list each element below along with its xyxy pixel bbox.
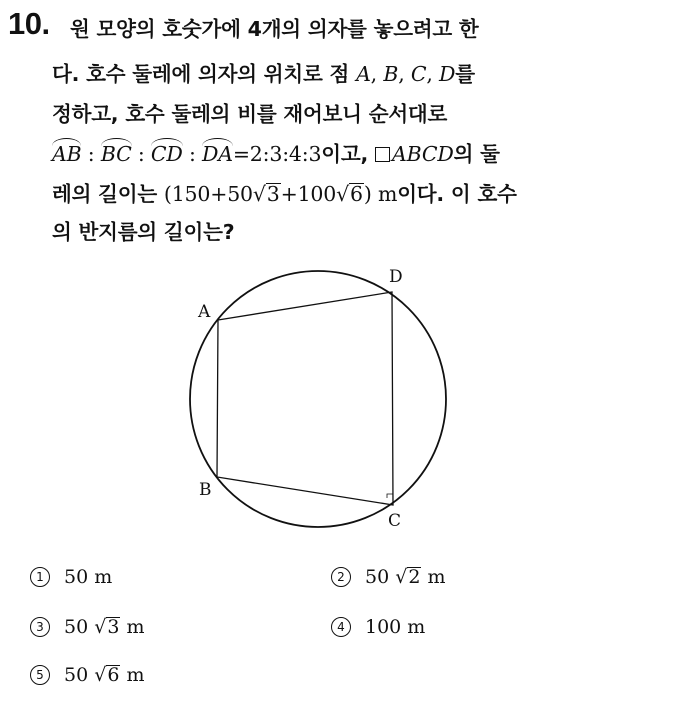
quadrilateral-abcd: [217, 292, 393, 505]
point-c: C: [410, 62, 427, 86]
label-a: A: [198, 302, 211, 322]
angle-mark: [387, 494, 393, 498]
label-c: C: [388, 511, 402, 531]
question-text: 정하고, 호수 둘레의 비를 재어보니 순서대로: [52, 102, 448, 126]
option-2[interactable]: [331, 566, 446, 588]
question-text: 이고,: [321, 142, 376, 166]
arc-da: DA: [201, 142, 233, 166]
option-marker: 2: [331, 567, 351, 587]
perimeter-part: +100: [280, 182, 337, 206]
arc-bc: BC: [100, 142, 132, 166]
option-unit: m: [126, 664, 145, 686]
option-sqrt: √3: [94, 616, 120, 638]
question-text: 를: [455, 62, 475, 86]
question-text: 원 모양의 호숫가에 4개의 의자를 놓으려고 한: [70, 17, 479, 41]
sqrt-6: √6: [336, 182, 363, 206]
option-value: 100 m: [365, 616, 426, 638]
question-text: 레의 길이는: [52, 182, 164, 206]
option-sqrt: √6: [94, 664, 120, 686]
question-line-5: [52, 177, 652, 207]
option-5[interactable]: [30, 664, 145, 686]
option-3[interactable]: [30, 616, 145, 638]
point-d: D: [438, 62, 456, 86]
perimeter-unit: ) m: [363, 182, 398, 206]
arc-ratio: =2:3:4:3: [232, 142, 322, 166]
option-marker: 1: [30, 567, 50, 587]
option-sqrt: √2: [395, 566, 421, 588]
option-value: 50: [365, 566, 390, 588]
question-text: 의 반지름의 길이는?: [52, 220, 235, 244]
label-d: D: [389, 267, 403, 287]
question-text: 다. 호수 둘레에 의자의 위치로 점: [52, 62, 357, 86]
option-unit: m: [126, 616, 145, 638]
question-line-1: [70, 12, 670, 42]
arc-ab: AB: [52, 142, 82, 166]
option-value: 50 m: [64, 566, 113, 588]
circle-quadrilateral-figure: [186, 262, 456, 532]
lake-circle: [190, 271, 446, 527]
question-text: 이다. 이 호수: [397, 182, 517, 206]
label-b: B: [199, 480, 212, 500]
option-marker: 4: [331, 617, 351, 637]
point-a: A: [356, 62, 371, 86]
option-1[interactable]: [30, 566, 112, 588]
question-line-2: 다. 호수 둘레에 의자의 위치로 점 A, B, C, D를: [52, 62, 475, 86]
arc-cd: CD: [150, 142, 183, 166]
question-text: 의 둘: [453, 142, 500, 166]
question-line-4: AB : BC : CD : DA=2:3:4:3이고, ABCD의 둘: [52, 142, 500, 166]
option-marker: 5: [30, 665, 50, 685]
option-4[interactable]: [331, 616, 425, 638]
question-number: 10.: [8, 6, 50, 41]
point-b: B: [383, 62, 399, 86]
option-value: 50: [64, 664, 89, 686]
option-unit: m: [427, 566, 446, 588]
perimeter-part: (150+50: [163, 182, 253, 206]
quadrilateral-label: ABCD: [392, 142, 454, 166]
question-line-3: [52, 97, 652, 127]
question-line-6: [52, 215, 652, 245]
quadrilateral-symbol-icon: [375, 147, 390, 162]
sqrt-3: √3: [252, 182, 280, 206]
option-marker: 3: [30, 617, 50, 637]
option-value: 50: [64, 616, 89, 638]
